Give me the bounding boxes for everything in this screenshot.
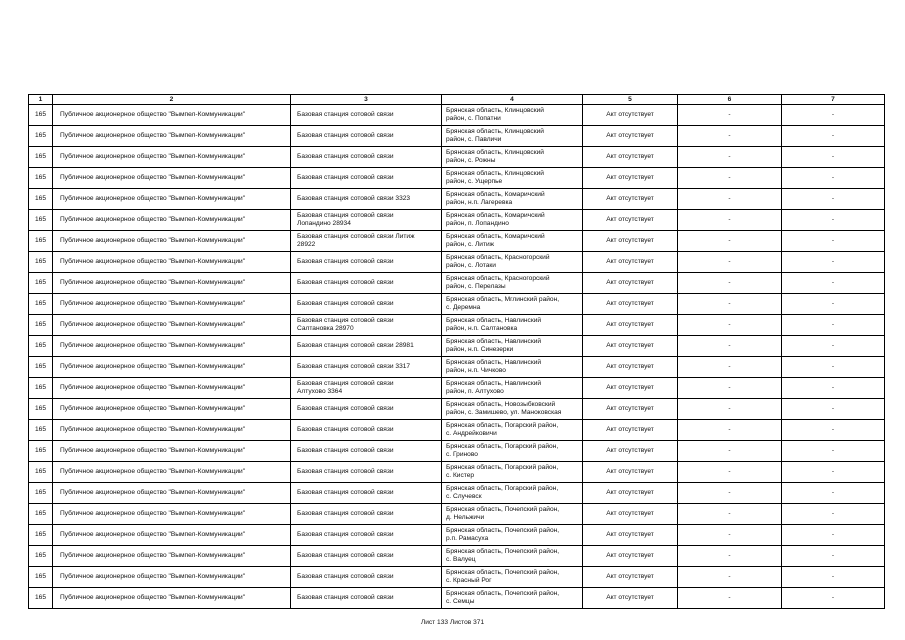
object-name-line: Базовая станция сотовой связи	[297, 447, 394, 454]
object-address-line: район, н.п. Салтановка	[446, 325, 518, 332]
act-status: Акт отсутствует	[583, 273, 678, 294]
act-status: Акт отсутствует	[583, 294, 678, 315]
object-name	[291, 504, 442, 525]
object-address-line: район, с. Лотаки	[446, 262, 496, 269]
object-address	[442, 168, 583, 189]
act-status: Акт отсутствует	[583, 546, 678, 567]
object-address-line: район, с. Попатни	[446, 115, 501, 122]
object-name	[291, 126, 442, 147]
object-name-line: Базовая станция сотовой связи	[297, 489, 394, 496]
object-address-line: Брянская область, Навлинский	[446, 380, 542, 387]
object-address-line: Брянская область, Красногорский	[446, 275, 550, 282]
object-address-line: Брянская область, Клинцовский	[446, 107, 544, 114]
organization-name: Публичное акционерное общество "Вымпел-Коммуникации"	[53, 105, 291, 126]
object-name	[291, 105, 442, 126]
object-address-line: с. Андрейковичи	[446, 430, 497, 437]
act-status: Акт отсутствует	[583, 378, 678, 399]
object-address-line: район, н.п. Лагеревка	[446, 199, 513, 206]
object-name-line: Базовая станция сотовой связи	[297, 573, 394, 580]
column-7-value: -	[782, 231, 885, 252]
object-name	[291, 378, 442, 399]
object-address-line: Брянская область, Почепский район,	[446, 569, 560, 576]
row-number: 165	[29, 294, 53, 315]
object-address-line: Брянская область, Почепский район,	[446, 527, 560, 534]
row-number: 165	[29, 168, 53, 189]
object-address-line: Брянская область, Навлинский	[446, 338, 542, 345]
column-7-value: -	[782, 483, 885, 504]
object-address-line: р.п. Рамасуха	[446, 535, 489, 542]
object-address	[442, 504, 583, 525]
object-name	[291, 588, 442, 609]
act-status: Акт отсутствует	[583, 462, 678, 483]
object-name-line: Базовая станция сотовой связи	[297, 174, 394, 181]
object-address	[442, 315, 583, 336]
column-6-value: -	[678, 420, 782, 441]
row-number: 165	[29, 336, 53, 357]
column-6-value: -	[678, 546, 782, 567]
object-address	[442, 126, 583, 147]
object-address-line: район, с. Литиж	[446, 241, 495, 248]
object-address-line: Брянская область, Красногорский	[446, 254, 550, 261]
page-footer: Лист 133 Листов 371	[420, 619, 485, 626]
row-number: 165	[29, 588, 53, 609]
object-name-line: Базовая станция сотовой связи 28981	[297, 342, 414, 349]
organization-name: Публичное акционерное общество "Вымпел-Коммуникации"	[53, 315, 291, 336]
column-7-value: -	[782, 336, 885, 357]
column-6-value: -	[678, 273, 782, 294]
act-status: Акт отсутствует	[583, 210, 678, 231]
object-address-line: Брянская область, Почепский район,	[446, 590, 560, 597]
row-number: 165	[29, 315, 53, 336]
column-7-value: -	[782, 462, 885, 483]
object-name	[291, 483, 442, 504]
act-status: Акт отсутствует	[583, 399, 678, 420]
column-6-value: -	[678, 399, 782, 420]
object-address-line: Брянская область, Погарский район,	[446, 422, 559, 429]
object-name-line: Базовая станция сотовой связи	[297, 300, 394, 307]
object-address-line: Брянская область, Навлинский	[446, 359, 542, 366]
organization-name: Публичное акционерное общество "Вымпел-Коммуникации"	[53, 294, 291, 315]
object-name	[291, 252, 442, 273]
object-address	[442, 462, 583, 483]
table-row	[29, 231, 885, 252]
object-name-line: Алтухово 3364	[297, 388, 343, 395]
act-status: Акт отсутствует	[583, 567, 678, 588]
column-6-value: -	[678, 504, 782, 525]
table-row	[29, 315, 885, 336]
object-address	[442, 147, 583, 168]
object-address	[442, 357, 583, 378]
column-6-value: -	[678, 336, 782, 357]
object-name-line: Салтановка 28970	[297, 325, 354, 332]
act-status: Акт отсутствует	[583, 231, 678, 252]
act-status: Акт отсутствует	[583, 525, 678, 546]
act-status: Акт отсутствует	[583, 588, 678, 609]
registry-table	[28, 94, 885, 609]
object-name	[291, 567, 442, 588]
column-7-value: -	[782, 378, 885, 399]
row-number: 165	[29, 420, 53, 441]
column-7-value: -	[782, 147, 885, 168]
row-number: 165	[29, 567, 53, 588]
organization-name: Публичное акционерное общество "Вымпел-Коммуникации"	[53, 441, 291, 462]
header-row	[29, 95, 885, 105]
row-number: 165	[29, 252, 53, 273]
organization-name: Публичное акционерное общество "Вымпел-Коммуникации"	[53, 525, 291, 546]
column-7-value: -	[782, 105, 885, 126]
object-name-line: Базовая станция сотовой связи	[297, 468, 394, 475]
object-address-line: Брянская область, Комаричский	[446, 191, 545, 198]
column-7-value: -	[782, 168, 885, 189]
row-number: 165	[29, 126, 53, 147]
act-status: Акт отсутствует	[583, 147, 678, 168]
object-name	[291, 462, 442, 483]
table-row	[29, 105, 885, 126]
table-row	[29, 462, 885, 483]
object-address-line: Брянская область, Навлинский	[446, 317, 542, 324]
column-7-value: -	[782, 252, 885, 273]
organization-name: Публичное акционерное общество "Вымпел-Коммуникации"	[53, 168, 291, 189]
object-address	[442, 441, 583, 462]
row-number: 165	[29, 189, 53, 210]
object-name	[291, 399, 442, 420]
table-row	[29, 336, 885, 357]
organization-name: Публичное акционерное общество "Вымпел-Коммуникации"	[53, 588, 291, 609]
organization-name: Публичное акционерное общество "Вымпел-Коммуникации"	[53, 378, 291, 399]
object-address-line: район, п. Алтухово	[446, 388, 504, 395]
object-name	[291, 420, 442, 441]
object-address-line: с. Валуец	[446, 556, 476, 563]
row-number: 165	[29, 546, 53, 567]
table-row	[29, 189, 885, 210]
object-address-line: район, н.п. Синезерки	[446, 346, 514, 353]
table-row	[29, 441, 885, 462]
object-address-line: район, с. Павличи	[446, 136, 502, 143]
column-7-value: -	[782, 420, 885, 441]
object-address	[442, 483, 583, 504]
object-address-line: Брянская область, Клинцовский	[446, 128, 544, 135]
organization-name: Публичное акционерное общество "Вымпел-Коммуникации"	[53, 357, 291, 378]
object-name-line: Базовая станция сотовой связи	[297, 531, 394, 538]
object-name	[291, 525, 442, 546]
act-status: Акт отсутствует	[583, 126, 678, 147]
object-address-line: с. Кистер	[446, 472, 475, 479]
row-number: 165	[29, 147, 53, 168]
object-name-line: Базовая станция сотовой связи	[297, 552, 394, 559]
column-header-4: 4	[442, 95, 583, 105]
object-name-line: 28922	[297, 241, 316, 248]
organization-name: Публичное акционерное общество "Вымпел-Коммуникации"	[53, 273, 291, 294]
object-name	[291, 441, 442, 462]
row-number: 165	[29, 273, 53, 294]
object-name-line: Базовая станция сотовой связи	[297, 317, 394, 324]
object-address-line: Брянская область, Новозыбковский	[446, 401, 556, 408]
organization-name: Публичное акционерное общество "Вымпел-Коммуникации"	[53, 231, 291, 252]
object-address-line: с. Деремна	[446, 304, 481, 311]
object-address-line: район, с. Ущерпье	[446, 178, 503, 185]
column-6-value: -	[678, 189, 782, 210]
object-name-line: Базовая станция сотовой связи	[297, 594, 394, 601]
column-6-value: -	[678, 357, 782, 378]
object-address-line: Брянская область, Клинцовский	[446, 149, 544, 156]
row-number: 165	[29, 357, 53, 378]
row-number: 165	[29, 483, 53, 504]
object-name	[291, 546, 442, 567]
row-number: 165	[29, 441, 53, 462]
table-row	[29, 147, 885, 168]
object-name-line: Базовая станция сотовой связи	[297, 279, 394, 286]
column-7-value: -	[782, 567, 885, 588]
object-name-line: Базовая станция сотовой связи	[297, 132, 394, 139]
object-address	[442, 378, 583, 399]
column-7-value: -	[782, 525, 885, 546]
column-6-value: -	[678, 210, 782, 231]
organization-name: Публичное акционерное общество "Вымпел-Коммуникации"	[53, 252, 291, 273]
act-status: Акт отсутствует	[583, 336, 678, 357]
column-6-value: -	[678, 441, 782, 462]
object-name-line: Базовая станция сотовой связи	[297, 212, 394, 219]
column-7-value: -	[782, 189, 885, 210]
column-6-value: -	[678, 525, 782, 546]
column-7-value: -	[782, 273, 885, 294]
act-status: Акт отсутствует	[583, 105, 678, 126]
organization-name: Публичное акционерное общество "Вымпел-Коммуникации"	[53, 189, 291, 210]
column-6-value: -	[678, 378, 782, 399]
column-7-value: -	[782, 357, 885, 378]
column-6-value: -	[678, 168, 782, 189]
object-address-line: с. Семцы	[446, 598, 475, 605]
object-address-line: Брянская область, Почепский район,	[446, 506, 560, 513]
object-address-line: район, п. Лопандино	[446, 220, 509, 227]
object-address	[442, 399, 583, 420]
object-name	[291, 231, 442, 252]
object-address-line: Брянская область, Почепский район,	[446, 548, 560, 555]
organization-name: Публичное акционерное общество "Вымпел-Коммуникации"	[53, 399, 291, 420]
organization-name: Публичное акционерное общество "Вымпел-Коммуникации"	[53, 336, 291, 357]
object-name-line: Базовая станция сотовой связи	[297, 380, 394, 387]
column-7-value: -	[782, 210, 885, 231]
object-name	[291, 336, 442, 357]
table-row	[29, 546, 885, 567]
row-number: 165	[29, 378, 53, 399]
table-row	[29, 168, 885, 189]
column-header-5: 5	[583, 95, 678, 105]
object-name-line: Базовая станция сотовой связи	[297, 258, 394, 265]
column-6-value: -	[678, 252, 782, 273]
table-row	[29, 126, 885, 147]
row-number: 165	[29, 210, 53, 231]
object-address-line: район, с. Перелазы	[446, 283, 506, 290]
object-address	[442, 273, 583, 294]
object-name	[291, 273, 442, 294]
object-name	[291, 147, 442, 168]
object-address-line: Брянская область, Погарский район,	[446, 443, 559, 450]
object-name-line: Базовая станция сотовой связи	[297, 153, 394, 160]
column-7-value: -	[782, 588, 885, 609]
column-6-value: -	[678, 231, 782, 252]
object-address-line: д. Нельжичи	[446, 514, 485, 521]
act-status: Акт отсутствует	[583, 252, 678, 273]
column-6-value: -	[678, 147, 782, 168]
row-number: 165	[29, 105, 53, 126]
object-name-line: Базовая станция сотовой связи	[297, 111, 394, 118]
object-address-line: Брянская область, Погарский район,	[446, 485, 559, 492]
object-name-line: Базовая станция сотовой связи 3317	[297, 363, 411, 370]
object-address	[442, 210, 583, 231]
object-name-line: Базовая станция сотовой связи Литиж	[297, 233, 415, 240]
act-status: Акт отсутствует	[583, 420, 678, 441]
object-address-line: с. Красный Рог	[446, 577, 492, 584]
object-name	[291, 315, 442, 336]
object-address-line: Брянская область, Комаричский	[446, 212, 545, 219]
organization-name: Публичное акционерное общество "Вымпел-Коммуникации"	[53, 567, 291, 588]
object-address-line: с. Случевск	[446, 493, 482, 500]
object-name-line: Базовая станция сотовой связи	[297, 405, 394, 412]
organization-name: Публичное акционерное общество "Вымпел-Коммуникации"	[53, 504, 291, 525]
organization-name: Публичное акционерное общество "Вымпел-Коммуникации"	[53, 546, 291, 567]
table-row	[29, 420, 885, 441]
column-7-value: -	[782, 546, 885, 567]
object-address-line: с. Гриново	[446, 451, 478, 458]
organization-name: Публичное акционерное общество "Вымпел-Коммуникации"	[53, 483, 291, 504]
row-number: 165	[29, 525, 53, 546]
act-status: Акт отсутствует	[583, 357, 678, 378]
act-status: Акт отсутствует	[583, 168, 678, 189]
act-status: Акт отсутствует	[583, 483, 678, 504]
table-row	[29, 294, 885, 315]
object-name-line: Базовая станция сотовой связи	[297, 426, 394, 433]
column-7-value: -	[782, 399, 885, 420]
table-row	[29, 399, 885, 420]
object-address-line: Брянская область, Комаричский	[446, 233, 545, 240]
column-6-value: -	[678, 126, 782, 147]
organization-name: Публичное акционерное общество "Вымпел-Коммуникации"	[53, 147, 291, 168]
row-number: 165	[29, 462, 53, 483]
row-number: 165	[29, 231, 53, 252]
column-6-value: -	[678, 105, 782, 126]
column-7-value: -	[782, 294, 885, 315]
act-status: Акт отсутствует	[583, 504, 678, 525]
object-address	[442, 105, 583, 126]
object-address	[442, 525, 583, 546]
act-status: Акт отсутствует	[583, 315, 678, 336]
table-row	[29, 357, 885, 378]
organization-name: Публичное акционерное общество "Вымпел-Коммуникации"	[53, 210, 291, 231]
object-address-line: район, с. Замишево, ул. Маноковская	[446, 409, 562, 416]
column-6-value: -	[678, 588, 782, 609]
column-7-value: -	[782, 126, 885, 147]
column-header-7: 7	[782, 95, 885, 105]
table-body	[29, 105, 885, 609]
object-address-line: район, с. Рожны	[446, 157, 496, 164]
object-address	[442, 567, 583, 588]
column-header-3: 3	[291, 95, 442, 105]
organization-name: Публичное акционерное общество "Вымпел-Коммуникации"	[53, 462, 291, 483]
column-6-value: -	[678, 462, 782, 483]
row-number: 165	[29, 504, 53, 525]
column-header-1: 1	[29, 95, 53, 105]
table-row	[29, 273, 885, 294]
column-6-value: -	[678, 294, 782, 315]
object-address	[442, 588, 583, 609]
object-name-line: Лопандино 28934	[297, 220, 351, 227]
object-address	[442, 546, 583, 567]
object-name	[291, 168, 442, 189]
object-name	[291, 189, 442, 210]
table-row	[29, 504, 885, 525]
object-address	[442, 231, 583, 252]
object-name	[291, 357, 442, 378]
organization-name: Публичное акционерное общество "Вымпел-Коммуникации"	[53, 420, 291, 441]
column-6-value: -	[678, 567, 782, 588]
column-6-value: -	[678, 483, 782, 504]
table-row	[29, 525, 885, 546]
table-row	[29, 252, 885, 273]
column-7-value: -	[782, 315, 885, 336]
table-row	[29, 567, 885, 588]
object-name-line: Базовая станция сотовой связи	[297, 510, 394, 517]
object-address	[442, 189, 583, 210]
object-address	[442, 336, 583, 357]
object-name-line: Базовая станция сотовой связи 3323	[297, 195, 411, 202]
object-name	[291, 210, 442, 231]
column-7-value: -	[782, 504, 885, 525]
act-status: Акт отсутствует	[583, 189, 678, 210]
organization-name: Публичное акционерное общество "Вымпел-Коммуникации"	[53, 126, 291, 147]
column-header-6: 6	[678, 95, 782, 105]
table-row	[29, 378, 885, 399]
object-address-line: Брянская область, Клинцовский	[446, 170, 544, 177]
object-address-line: район, н.п. Чичково	[446, 367, 506, 374]
object-address-line: Брянская область, Погарский район,	[446, 464, 559, 471]
act-status: Акт отсутствует	[583, 441, 678, 462]
object-address	[442, 252, 583, 273]
column-6-value: -	[678, 315, 782, 336]
object-address	[442, 420, 583, 441]
column-7-value: -	[782, 441, 885, 462]
table-row	[29, 483, 885, 504]
row-number: 165	[29, 399, 53, 420]
table-row	[29, 210, 885, 231]
table-row	[29, 588, 885, 609]
object-address	[442, 294, 583, 315]
column-header-2: 2	[53, 95, 291, 105]
object-name	[291, 294, 442, 315]
object-address-line: Брянская область, Мглинский район,	[446, 296, 560, 303]
